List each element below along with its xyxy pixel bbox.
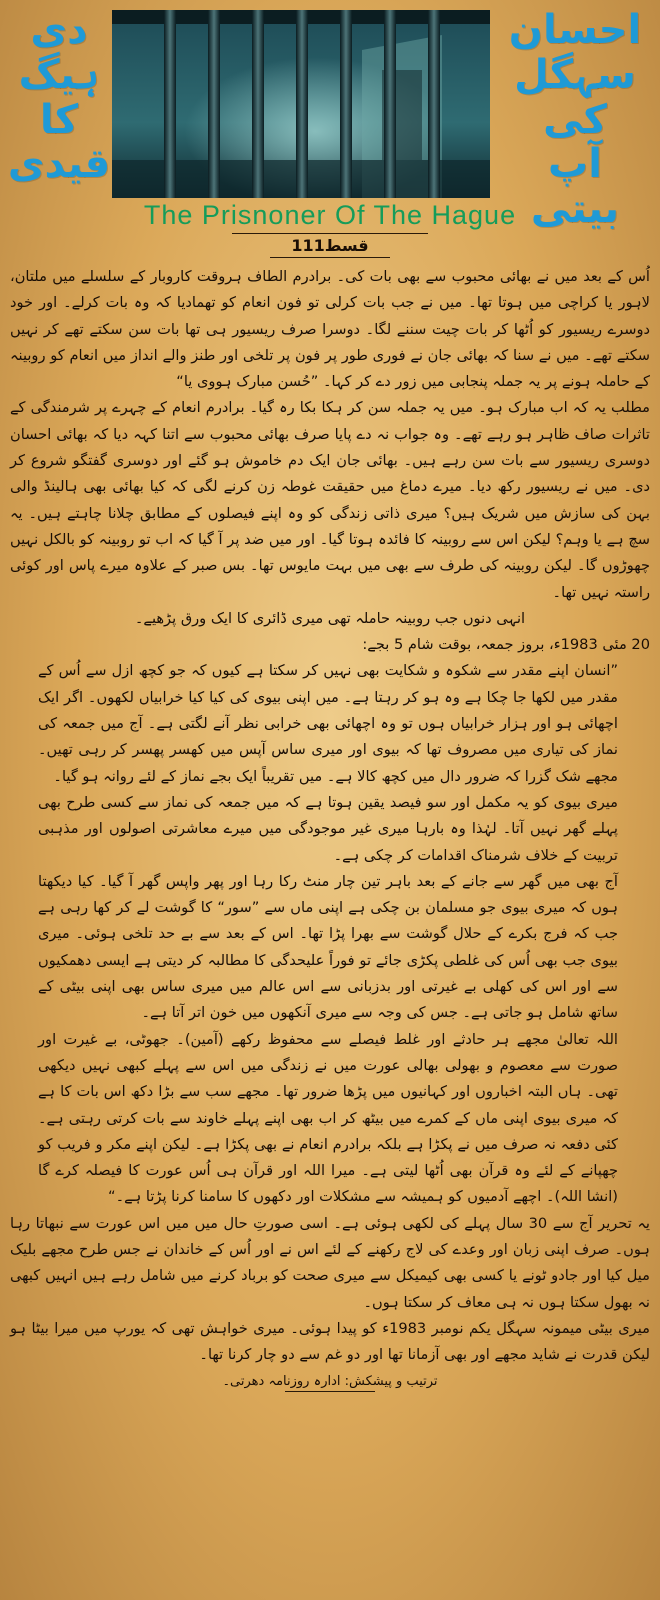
english-title: The Prisnoner Of The Hague xyxy=(143,200,517,230)
title-divider xyxy=(232,233,428,234)
urdu-subtitle-line-2: کا xyxy=(39,96,79,143)
urdu-title-line-1: احسان سہگل xyxy=(508,7,642,98)
diary-paragraph: آج بھی میں گھر سے جانے کے بعد باہر تین چار منٹ رکا رہا اور پھر واپس گھر آ گیا۔ کیا دیکھتا ہوں کہ میری بیوی جو مسلمان بن چکی ہے اپنی ماں سے ”سور“ کا گوشت لے کر کھا رہی ہے جب کہ فرج بکرے کے حلال گوشت سے بھرا پڑا تھا۔ اس کے بعد سے بے حد تلخی ہوئی۔ میری بیوی جب بھی اُس کی غلطی پکڑی جائے تو فوراً علیحدگی کا مطالبہ کر دیتی ہے ایسی دھمکیوں سے اور اس کی کھلی بے غیرتی اور بدزبانی سے اس عالم میں میری ساس بھی اپنی بیٹی کے ساتھ شامل ہو جاتی ہے۔ جس کی وجہ سے میری آنکھوں میں خون اتر آتا ہے۔ xyxy=(38,872,618,1022)
article-body xyxy=(0,264,660,1368)
footer-divider xyxy=(285,1391,375,1392)
urdu-subtitle-line-3: قیدی xyxy=(7,141,111,188)
paragraph: مطلب یہ کہ اب مبارک ہو۔ میں یہ جملہ سن کر ہکا بکا رہ گیا۔ برادرم انعام کے چہرے پر شرمندگی کے تاثرات صاف ظاہر ہو رہے تھے۔ وہ جواب نہ دے پایا صرف بھائی محبوب سے اتنا کہہ دیا کہ بھائی احسان دوسری ریسیور سے بات سن رہے ہیں۔ بھائی جان ایک دم خاموش ہو گئے اور دوسری گفتگو شروع کر دی۔ میں نے ریسیور رکھ دیا۔ میرے دماغ میں حقیقت غوطہ زن کرنے لگی کہ کیا بھائی بھی ہالینڈ والی بہن کی سازش میں شریک ہیں؟ میری ذاتی زندگی کو وہ اپنے فیصلوں کے مطابق چلانا چاہتے ہیں۔ یہ سچ ہے یا وہم؟ لیکن اس سے روبینہ کا فائدہ ہوتا گیا۔ اور میں ضد پر آ گیا کہ اب تو روبینہ کو بالکل نہیں چھوڑوں گا۔ لیکن روبینہ کی طرف سے بھی میں بہت مایوس تھا۔ بس صبر کے علاوہ میرے پاس اور کوئی راستہ نہیں تھا۔ xyxy=(10,399,650,601)
urdu-title xyxy=(500,8,650,232)
diary-date: 20 مئی 1983ء، بروز جمعہ، بوقت شام 5 بجے: xyxy=(362,636,650,654)
diary-paragraph: میری بیوی کو یہ مکمل اور سو فیصد یقین ہوتا ہے کہ میں جمعہ کی نماز سے کسی طرح بھی پہلے گھر نہیں آتا۔ لہٰذا وہ بارہا میری غیر موجودگی میں میرے معاشرتی اصولوں اور مذہبی تربیت کے خلاف شرمناک اقدامات کر چکی ہے۔ xyxy=(38,793,618,864)
diary-paragraph: اللہ تعالیٰ مجھے ہر حادثے اور غلط فیصلے سے محفوظ رکھے (آمین)۔ جھوٹی، بے غیرت اور صورت سے معصوم و بھولی بھالی عورت میں نے زندگی میں اس سے پہلے کبھی نہیں دیکھی تھی۔ ہاں البتہ اخباروں اور کہانیوں میں پڑھا ضرور تھا۔ مجھے سب سے بڑا دکھ اس بات کا ہے کہ میری بیوی اپنی ماں کے کمرے میں بیٹھ کر اب بھی اپنے پہلے خاوند سے بات کرتی رہتی ہے۔ کئی دفعہ نہ صرف میں نے پکڑا ہے بلکہ برادرم انعام نے بھی پکڑا ہے۔ لیکن اپنے مکر و فریب کو چھپانے کے لئے وہ قرآن بھی اُٹھا لیتی ہے۔ میرا اللہ اور قرآن ہی اُس عورت کا فیصلہ کرے گا (انشا اللہ)۔ اچھے آدمیوں کو ہمیشہ سے مشکلات اور دکھوں کا سامنا کرنا پڑتا ہے۔“ xyxy=(38,1030,619,1206)
footer-credit: ترتیب و پیشکش: ادارہ روزنامہ دھرتی۔ xyxy=(222,1374,438,1390)
urdu-title-line-2: کی xyxy=(543,96,607,143)
paragraph: اُس کے بعد میں نے بھائی محبوب سے بھی بات کی۔ برادرم الطاف ہروقت کاروبار کے سلسلے میں ملتان، لاہور یا کراچی میں ہوتا تھا۔ میں نے جب بات کرلی تو فون انعام کو تھمادیا کہ وہ بات کرلے۔ اور خود دوسرے ریسیور کو اُٹھا کر بات چیت سننے لگا۔ دوسرا صرف ریسیور ہی تھا بات سن سکتے تھے کر نہیں سکتے تھے۔ میں نے سنا کہ بھائی جان نے فوری طور پر فون پر تلخی اور طنز والے انداز میں انعام کو روبینہ کے حاملہ ہونے پر یہ جملہ پنجابی میں زور دے کر کہا۔ ”حُسن مبارک ہووی یا“ xyxy=(10,268,650,391)
prison-cell-image xyxy=(112,10,490,198)
urdu-subtitle xyxy=(4,8,114,187)
paragraph: یہ تحریر آج سے 30 سال پہلے کی لکھی ہوئی ہے۔ اسی صورتِ حال میں میں اس عورت سے نبھاتا رہا ہوں۔ صرف اپنی زبان اور وعدے کی لاج رکھنے کے لئے اس نے اور اُس کے خاندان نے جس طرح مجھے بلیک میل کیا اور جادو ٹونے یا کسی بھی کیمیکل سے میری صحت کو برباد کرنے میں شامل رہے ہیں انہیں کبھی نہ بھول سکتا ہوں نہ ہی معاف کر سکتا ہوں۔ xyxy=(10,1214,650,1311)
diary-paragraph: ”انسان اپنے مقدر سے شکوہ و شکایت بھی نہیں کر سکتا ہے کیوں کہ جو کچھ ازل سے اُس کے مقدر میں لکھا جا چکا ہے وہ ہو کر رہتا ہے۔ میں اپنی بیوی کی کیا کیا خرابیاں لکھوں۔ اگر ایک اچھائی ہو اور ہزار خرابیاں ہوں تو وہ اچھائی بھی خرابی نظر آنے لگتی ہے۔ آج میں جمعہ کی نماز کی تیاری میں مصروف تھا کہ بیوی اور میری ساس آپس میں کھسر پھسر کر رہی تھیں۔ مجھے شک گزرا کہ ضرور دال میں کچھ کالا ہے۔ میں تقریباً ایک بجے نماز کے لئے روانہ ہو گیا۔ xyxy=(38,662,618,785)
urdu-title-line-3: آپ بیتی xyxy=(530,141,620,233)
diary-entry xyxy=(10,658,650,1210)
paragraph: میری بیٹی میمونہ سہگل یکم نومبر 1983ء کو پیدا ہوئی۔ میری خواہش تھی کہ یورپ میں میرا بیٹا ہو لیکن قدرت نے شاید مجھے اور بھی آزمانا تھا اور دو غم سے دو چار کرنا تھا۔ xyxy=(10,1319,650,1364)
diary-intro: انہی دنوں جب روبینہ حاملہ تھی میری ڈائری کا ایک ورق پڑھیے۔ xyxy=(134,609,526,627)
episode-number: قسط111 xyxy=(291,236,369,255)
episode-divider xyxy=(270,257,390,258)
urdu-subtitle-line-1: دی ہیگ xyxy=(18,7,100,98)
